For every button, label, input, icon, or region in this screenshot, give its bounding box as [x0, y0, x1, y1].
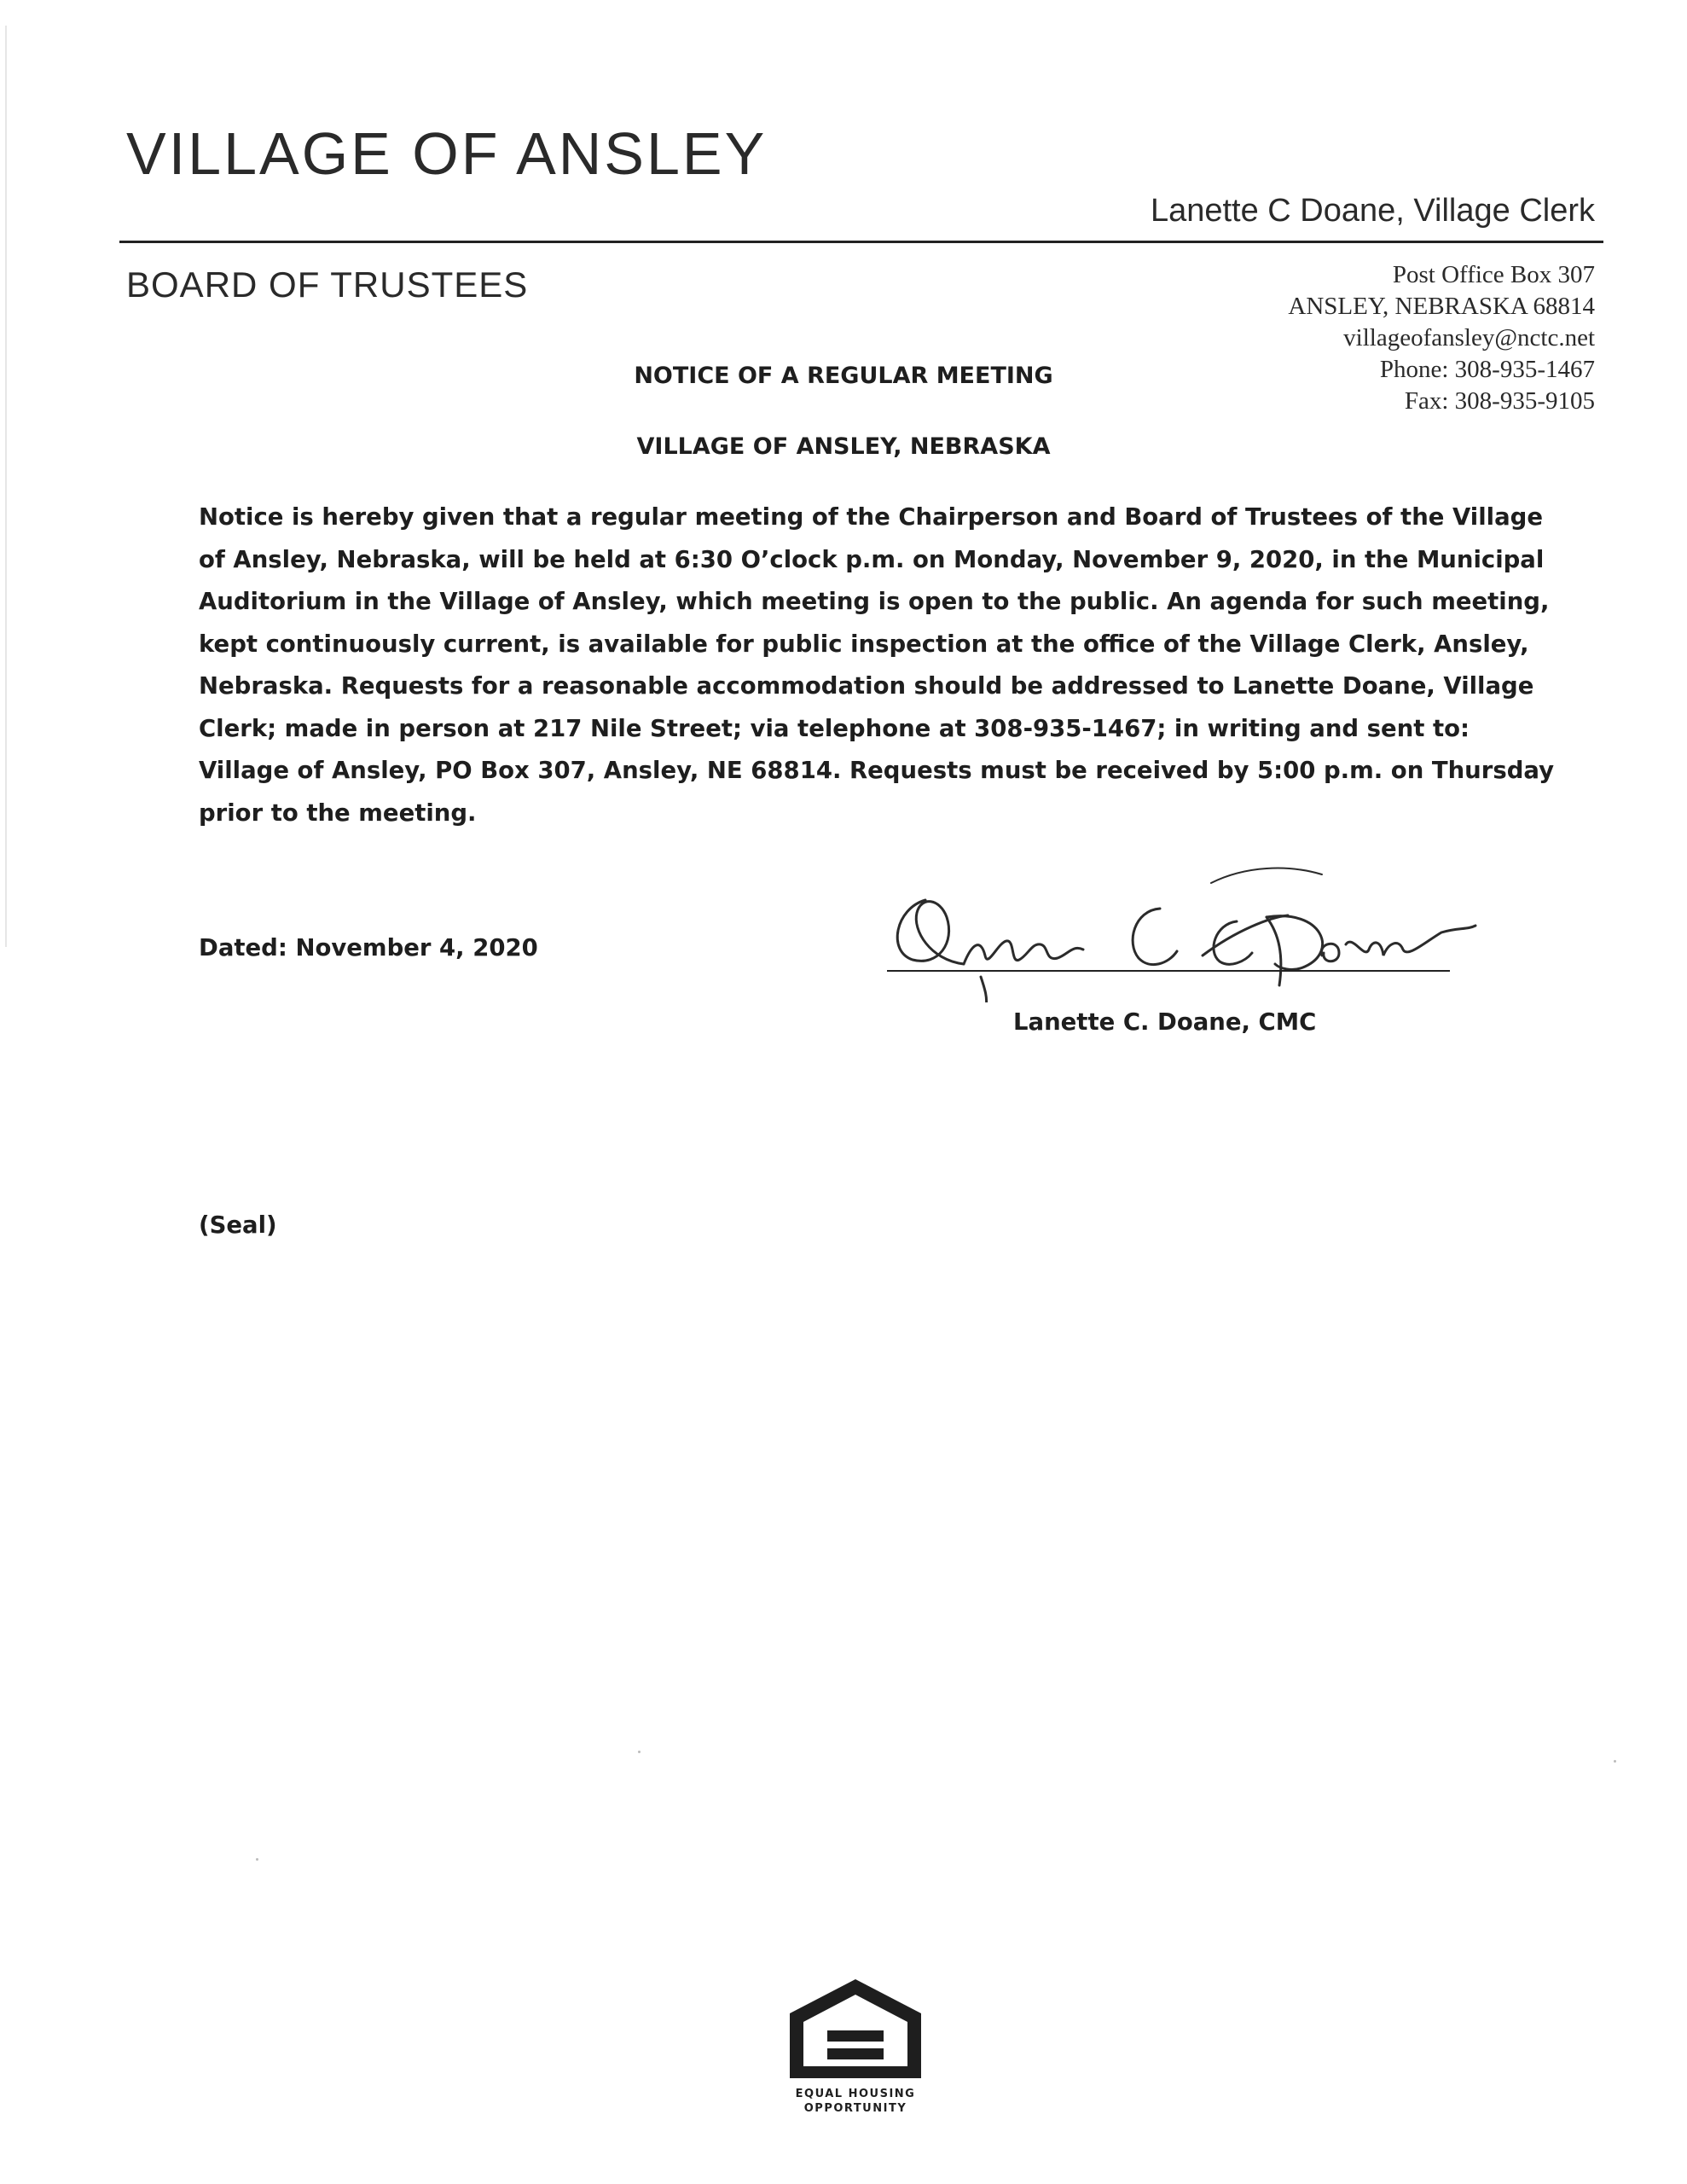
notice-subheading: VILLAGE OF ANSLEY, NEBRASKA: [636, 433, 1051, 460]
equal-housing-line1: EQUAL HOUSING: [795, 2088, 916, 2100]
clerk-name: Lanette C Doane, Village Clerk: [1150, 193, 1595, 229]
body-line: Notice is hereby given that a regular meeting of the Chairperson and Board of Trustees of the Village: [199, 503, 1543, 531]
body-line: kept continuously current, is available for public inspection at the office of the Village Clerk, Ansley,: [199, 630, 1529, 658]
seal-label: (Seal): [199, 1211, 277, 1239]
body-line: Nebraska. Requests for a reasonable accommodation should be addressed to Lanette Doane, Village: [199, 672, 1534, 700]
dated-line: Dated: November 4, 2020: [199, 934, 538, 961]
scan-speck: [1614, 1760, 1616, 1763]
body-line: Village of Ansley, PO Box 307, Ansley, NE 68814. Requests must be received by 5:00 p.m. on Thursday: [199, 757, 1555, 784]
notice-heading: NOTICE OF A REGULAR MEETING: [634, 363, 1053, 389]
contact-phone: Phone: 308-935-1467: [1379, 356, 1595, 383]
scan-speck: [256, 1858, 258, 1861]
body-line: prior to the meeting.: [199, 799, 477, 827]
contact-email: villageofansley@nctc.net: [1343, 324, 1595, 351]
notice-body: [199, 497, 1555, 834]
contact-city: ANSLEY, NEBRASKA 68814: [1288, 293, 1595, 320]
signer-name: Lanette C. Doane, CMC: [1013, 1008, 1317, 1036]
equal-housing-line2: OPPORTUNITY: [803, 2102, 907, 2115]
scan-edge-shadow: [5, 26, 7, 947]
body-line: Auditorium in the Village of Ansley, which meeting is open to the public. An agenda for such meeting,: [199, 588, 1550, 615]
signature-line: [887, 970, 1450, 972]
body-line: Clerk; made in person at 217 Nile Street; via telephone at 308-935-1467; in writing and sent to:: [199, 714, 1470, 742]
letterhead-rule: [119, 241, 1603, 243]
handwritten-signature: [878, 849, 1510, 1002]
equal-housing-icon: [783, 1978, 928, 2080]
contact-po-box: Post Office Box 307: [1392, 261, 1595, 288]
body-line: of Ansley, Nebraska, will be held at 6:30 O’clock p.m. on Monday, November 9, 2020, in the Municipal: [199, 545, 1545, 573]
board-title: BOARD OF TRUSTEES: [126, 264, 529, 305]
contact-fax: Fax: 308-935-9105: [1404, 387, 1595, 415]
scan-speck: [638, 1751, 641, 1753]
contact-block: [1288, 259, 1595, 417]
letterhead-title: VILLAGE OF ANSLEY: [126, 120, 768, 187]
